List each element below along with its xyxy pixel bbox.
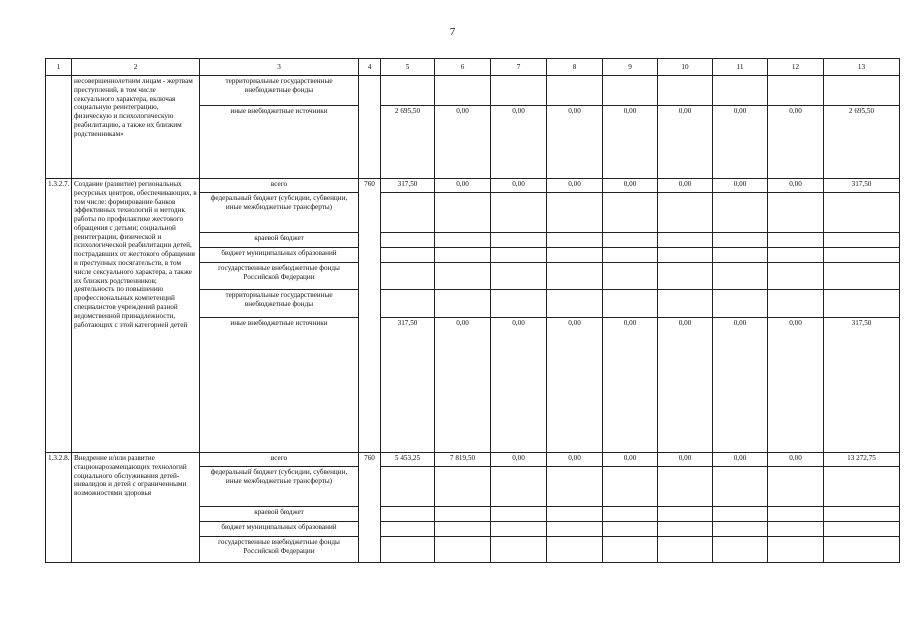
value-cell: 0,00 [491,179,547,193]
col-header: 2 [72,59,200,76]
funding-source: бюджет муниципальных образований [200,248,359,263]
value-cell: 0,00 [713,106,768,179]
value-cell: 0,00 [768,453,824,467]
col4-value: 760 [359,179,381,453]
funding-source: иные внебюджетные источники [200,318,359,453]
table-row [46,76,900,106]
funding-source: государственные внебюджетные фонды Российской Федерации [200,263,359,290]
value-cell: 0,00 [768,106,824,179]
item-name: Создание (развитие) региональных ресурсных центров, обеспечивающих, в том числе: формирование банков эффективных технологий и методик работы по профилактике жестокого обращения с детьми; социальной реинтеграции, физической и психологической реабилитации детей, пострадавших от жестокого обращения и преступных посягательств, в том числе сексуального характера, а также их близких родственников; деятельность по повышению профессиональных компетенций специалистов учреждений разной ведомственной принадлежности, работающих с этой категорией детей [72,179,200,453]
value-cell: 0,00 [547,453,603,467]
value-cell: 0,00 [547,106,603,179]
value-cell: 0,00 [658,318,713,453]
item-code: 1.3.2.8. [46,453,72,563]
value-cell: 0,00 [435,106,491,179]
value-cell: 0,00 [603,318,658,453]
value-cell: 0,00 [491,453,547,467]
funding-source: всего [200,453,359,467]
funding-source: краевой бюджет [200,233,359,248]
funding-source: всего [200,179,359,193]
value-cell: 0,00 [491,106,547,179]
item-name: несовершеннолетним лицам - жертвам преступлений, в том числе сексуального характера, включая социальную реинтеграцию, физическую и психологическую реабилитацию, а также их близким родственникам» [72,76,200,179]
value-cell: 0,00 [658,179,713,193]
item-code [46,76,72,179]
value-cell: 0,00 [768,179,824,193]
item-code: 1.3.2.7. [46,179,72,453]
header-row [46,59,900,76]
col-header: 9 [603,59,658,76]
col-header: 5 [381,59,435,76]
value-cell: 0,00 [435,179,491,193]
funding-source: территориальные государственные внебюджетные фонды [200,290,359,318]
col-header: 4 [359,59,381,76]
page-number: 7 [449,26,456,38]
value-cell: 317,50 [381,318,435,453]
value-cell: 0,00 [713,453,768,467]
funding-source: бюджет муниципальных образований [200,522,359,537]
value-cell: 0,00 [713,318,768,453]
funding-source: территориальные государственные внебюджетные фонды [200,76,359,106]
funding-source: федеральный бюджет (субсидии, субвенции, иные межбюджетные трансферты) [200,467,359,507]
value-cell: 0,00 [603,179,658,193]
col-header: 6 [435,59,491,76]
value-cell: 2 695,50 [824,106,900,179]
value-cell: 5 453,25 [381,453,435,467]
col-header: 11 [713,59,768,76]
value-cell: 0,00 [603,106,658,179]
value-cell: 7 819,50 [435,453,491,467]
value-cell: 317,50 [824,318,900,453]
table-row [46,179,900,193]
funding-source: федеральный бюджет (субсидии, субвенции, иные межбюджетные трансферты) [200,193,359,233]
col-header: 1 [46,59,72,76]
col-header: 7 [491,59,547,76]
value-cell: 0,00 [658,106,713,179]
value-cell: 0,00 [603,453,658,467]
item-name: Внедрение и/или развитие стационарозамещающих технологий социального обслуживания детей-инвалидов и детей с ограниченными возможностями здоровья [72,453,200,563]
funding-source: краевой бюджет [200,507,359,522]
col-header: 3 [200,59,359,76]
value-cell: 0,00 [491,318,547,453]
funding-table [45,58,900,563]
value-cell: 0,00 [547,179,603,193]
value-cell: 2 695,50 [381,106,435,179]
value-cell: 0,00 [658,453,713,467]
value-cell: 0,00 [435,318,491,453]
col-header: 13 [824,59,900,76]
value-cell: 0,00 [713,179,768,193]
col-header: 8 [547,59,603,76]
funding-source: иные внебюджетные источники [200,106,359,179]
col4-value: 760 [359,453,381,563]
funding-source: государственные внебюджетные фонды Российской Федерации [200,537,359,563]
col-header: 12 [768,59,824,76]
col4-value [359,76,381,179]
col-header: 10 [658,59,713,76]
value-cell: 317,50 [381,179,435,193]
value-cell: 317,50 [824,179,900,193]
value-cell: 13 272,75 [824,453,900,467]
value-cell: 0,00 [768,318,824,453]
value-cell: 0,00 [547,318,603,453]
table-row [46,453,900,467]
